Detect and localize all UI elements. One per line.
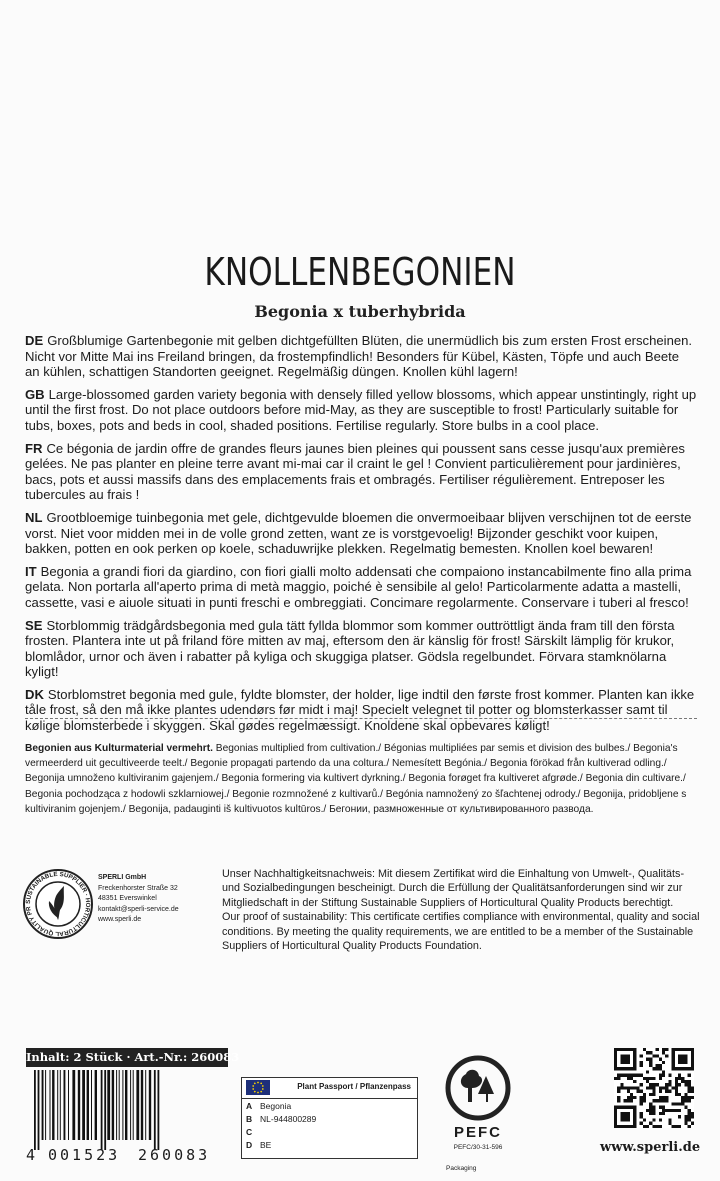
passport-row: B NL-944800289 [246,1114,317,1124]
sustainable-supplier-seal-icon [22,868,94,940]
dashed-divider [25,718,697,719]
company-address: SPERLI GmbH Freckenhorster Straße 32 48351 Everswinkel kontakt@sperli-service.de www.sperli.de [98,873,179,926]
company-email[interactable]: kontakt@sperli-service.de [98,905,179,913]
plant-passport [241,1077,418,1159]
barcode-block: Inhalt: 2 Stück · Art.-Nr.: 260083 4 001523 260083 [26,1050,240,1164]
svg-text:SUSTAINABLE SUPPLIER · HORTICU: SUSTAINABLE SUPPLIER · HORTICULTURAL QUALITY PR [24,870,92,938]
sustainability-statement: Unser Nachhaltigkeitsnachweis: Mit diesem Zertifikat wird die Einhaltung von Umwelt-, Qualitäts- und Sozialbedingungen bescheinigt. Durch die Erfüllung der Qualitätsanforderungen sind wir zur Mitgliedschaft in der Stiftung Sustainable Suppliers of Horticultural Quality Products berechtigt. Our proof of sustainability: This certificate certifies compliance with environmental, quality and social conditions. By meeting the quality requirements, we are entitled to be a member of the Sustainable Suppliers of Horticultural Quality Products Foundation. [222,868,700,953]
product-subtitle: Begonia x tuberhybrida [254,302,466,321]
contents-article-number: Inhalt: 2 Stück · Art.-Nr.: 260083 [26,1048,228,1067]
description-it: IT Begonia a grandi fiori da giardino, con fiori gialli molto addensati che compaiono instancabilmente fino alla prima gelata. Non portarla all'aperto prima di metà maggio, poiché è sensibile al gelo! Particolarmente adatta a mastelli, cassette, vasi e aiuole situati in punti freschi e ombreggiati. Concimare regolarmente. Conservare i tuberi al fresco! [25,563,692,610]
description-gb: GB Large-blossomed garden variety begonia with densely filled yellow blossoms, which appear unstintingly, right up until the first frost. Do not place outdoors before mid-May, as they are susceptible to frost! Particularly suitable for tubs, boxes, pots and beds in cool, shaded positions. Fertilise regularly. Store bulbs in a cool place. [25,386,697,433]
pefc-tree-icon [438,1054,518,1122]
barcode-icon [32,1070,226,1150]
website-link[interactable]: www.sperli.de [600,1140,701,1155]
cultivation-note: Begonien aus Kulturmaterial vermehrt. Begonias multiplied from cultivation./ Bégonias multipliées par semis et division des bulbes./ Begonia's vermeerderd uit gecultiveerde teelt./ Begonie propagati partendo da una coltura./ Nemesített Begónia./ Begonia förökad från kultiverad odling./ Begonija umnoženo kultiviranim gajenjem./ Begonia formering via kultivert dyrkning./ Begonia forøget fra kultiveret afgrøde./ Begonia din cultivare./ Begonia pochodząca z hodowli szklarniowej./ Begonie rozmnožené z kultivarů./ Begónia namnožený zo šľachtenej odrody./ Begonija, pridobljene s kultiviranim gojenjem./ Begonija, padauginti iš kultivuotos kultūros./ Бегонии, размноженные от культивированного развода. [25,743,687,815]
qr-code-icon[interactable] [614,1048,694,1128]
description-dk: DK Storblomstret begonia med gule, fyldte blomster, der holder, lige indtil den første frost kommer. Planten kan ikke tåle frost, så den må ikke plantes udendørs før midt i maj! Specielt velegnet til potter og blomsterkasser samt til kølige blomsterbede i skyggen. Skal gødes regelmæssigt. Knoldene skal opbevares køligt! [25,686,695,734]
description-fr: FR Ce bégonia de jardin offre de grandes fleurs jaunes bien pleines qui poussent sans cesse jusqu'aux premières gelées. Ne pas planter en pleine terre avant mi-mai car il craint le gel ! Convient particulièrement pour jardinières, bacs, pots et aussi massifs dans des emplacements frais et ombragés. Fertiliser régulièrement. Entreposer les tubercules au frais ! [25,440,685,503]
product-title: KNOLLENBEGONIEN [204,250,516,294]
eu-flag-icon [246,1080,270,1095]
description-se: SE Storblommig trädgårdsbegonia med gula tätt fyllda blommor som kommer outtröttligt ända fram till den första frosten. Plantera inte ut på friland före mitten av maj, eftersom den är känslig för frost! Särskilt lämplig för krukor, blomlådor, urnor och även i rabatter på kyliga och skuggiga platser. Gödsla regelbundet. Förvara stamknölarna kyligt! [25,617,675,680]
description-de: DE Großblumige Gartenbegonie mit gelben dichtgefüllten Blüten, die unermüdlich bis zum ersten Frost erscheinen. Nicht vor Mitte Mai ins Freiland bringen, da frostempfindlich! Besonders für Kübel, Kästen, Töpfe und auch Beete an kühlen, schattigen Standorten geeignet. Regelmäßig düngen. Knollen kühl lagern! [25,333,693,380]
pefc-logo: PEFC PEFC/30-31-596 Packaging [438,1054,518,1164]
passport-row: A Begonia [246,1101,292,1111]
passport-row: D BE [246,1140,272,1150]
description-block [25,333,697,741]
passport-row: C [246,1127,253,1137]
description-nl: NL Grootbloemige tuinbegonia met gele, dichtgevulde bloemen die onvermoeibaar blijven verschijnen tot de eerste vorst. Niet voor midden mei in de volle grond zetten, want ze is vorstgevoelig! Bijzonder geschikt voor kuipen, bakken, potten en ook perken op koele, schaduwrijke plekken. Regelmatig bemesten. Knollen koel bewaren! [25,509,692,557]
company-web[interactable]: www.sperli.de [98,916,142,923]
passport-title: Plant Passport / Pflanzenpass [297,1082,411,1091]
